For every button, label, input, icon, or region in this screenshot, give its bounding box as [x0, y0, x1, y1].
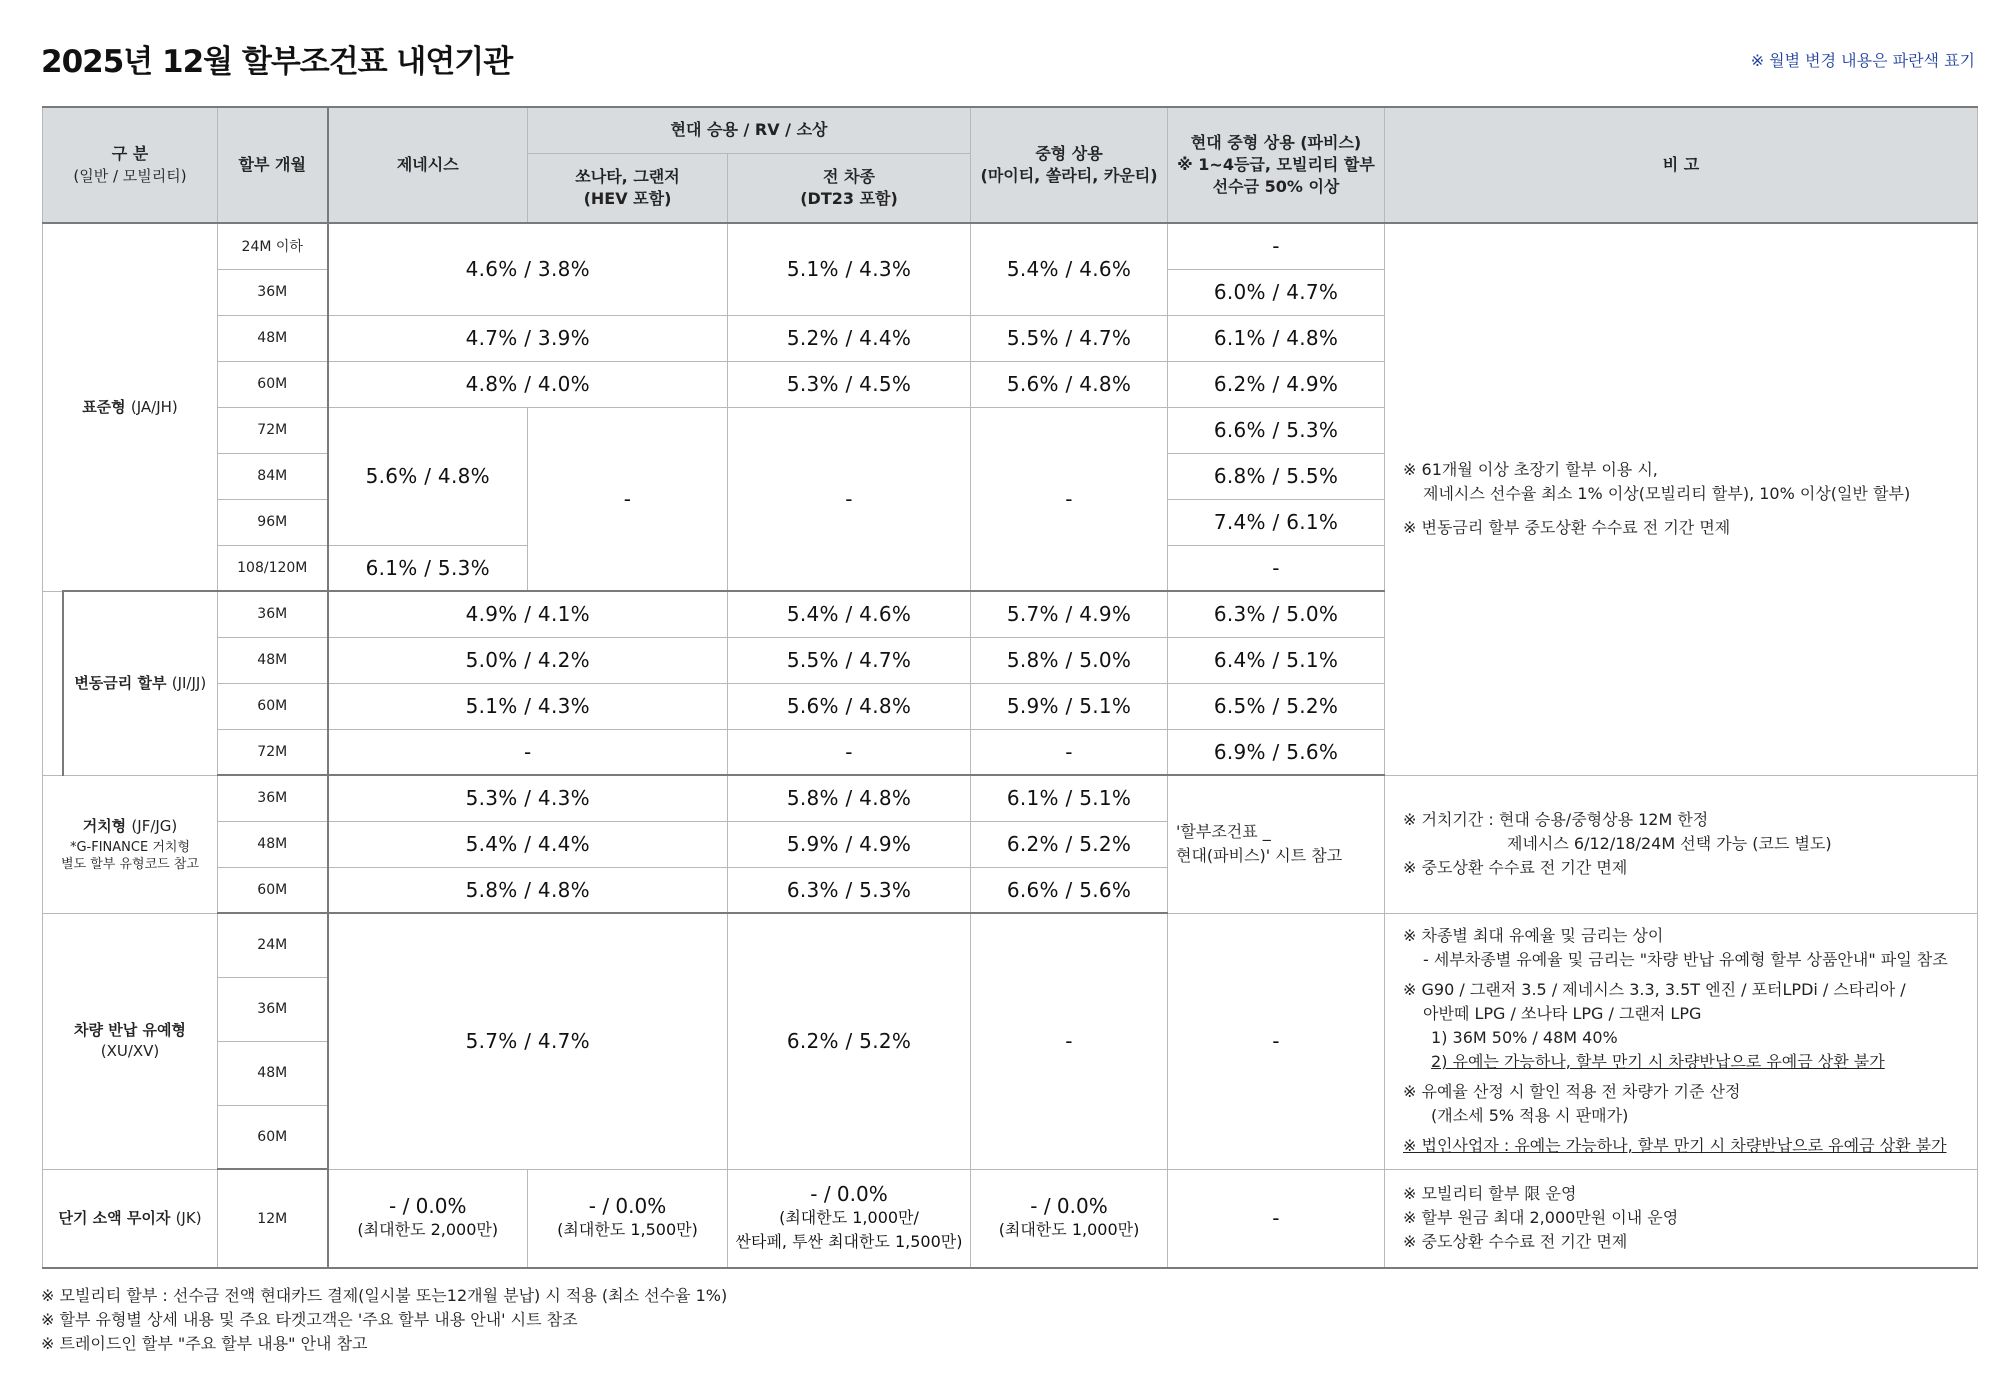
- remarks-deferred: ※ 거치기간 : 현대 승용/중형상용 12M 한정 제네시스 6/12/18/24M 선택 가능 (코드 별도) ※ 중도상환 수수료 전 기간 면제: [1385, 775, 1978, 913]
- month-cell: 96M: [218, 499, 328, 545]
- rate-cell: 5.4% / 4.4%: [328, 821, 728, 867]
- month-cell: 36M: [218, 591, 328, 637]
- rate-cell: 6.6% / 5.3%: [1168, 407, 1385, 453]
- month-cell: 48M: [218, 637, 328, 683]
- rate-cell: -: [728, 729, 971, 775]
- rate-cell: 5.6% / 4.8%: [971, 361, 1168, 407]
- rate-cell: 6.9% / 5.6%: [1168, 729, 1385, 775]
- month-cell: 12M: [218, 1169, 328, 1268]
- month-cell: 36M: [218, 775, 328, 821]
- group-deferred: 거치형 (JF/JG) *G-FINANCE 거치형 별도 할부 유형코드 참고: [43, 775, 218, 913]
- rate-cell: 7.4% / 6.1%: [1168, 499, 1385, 545]
- rate-cell: 5.7% / 4.7%: [328, 913, 728, 1169]
- rate-cell: -: [728, 407, 971, 591]
- month-cell: 72M: [218, 407, 328, 453]
- rate-cell: - / 0.0% (최대한도 1,500만): [528, 1169, 728, 1268]
- rate-cell: 6.0% / 4.7%: [1168, 269, 1385, 315]
- rate-cell: -: [1168, 223, 1385, 269]
- change-color-note: ※ 월별 변경 내용은 파란색 표기: [1750, 51, 1975, 70]
- rate-cell: - / 0.0% (최대한도 1,000만/ 싼타페, 투싼 최대한도 1,500만): [728, 1169, 971, 1268]
- rate-cell: 5.2% / 4.4%: [728, 315, 971, 361]
- month-cell: 48M: [218, 821, 328, 867]
- remarks-short: ※ 모빌리티 할부 限 운영 ※ 할부 원금 최대 2,000만원 이내 운영 ※ 중도상환 수수료 전 기간 면제: [1385, 1169, 1978, 1268]
- rate-cell: 5.3% / 4.5%: [728, 361, 971, 407]
- rate-cell: 6.2% / 4.9%: [1168, 361, 1385, 407]
- remarks-header: 비 고: [1385, 107, 1978, 223]
- rate-cell: 5.5% / 4.7%: [728, 637, 971, 683]
- rate-cell: 5.8% / 4.8%: [728, 775, 971, 821]
- group-standard: 표준형 (JA/JH): [43, 223, 218, 591]
- mid-commercial-header: 중형 상용 (마이티, 쏠라티, 카운티): [971, 107, 1168, 223]
- month-cell: 48M: [218, 1041, 328, 1105]
- footer-notes: [41, 1284, 727, 1356]
- rate-cell: 5.1% / 4.3%: [328, 683, 728, 729]
- rate-cell: -: [328, 729, 728, 775]
- genesis-header: 제네시스: [328, 107, 528, 223]
- rate-cell: 5.6% / 4.8%: [328, 407, 528, 545]
- month-cell: 36M: [218, 269, 328, 315]
- rate-cell: 4.6% / 3.8%: [328, 223, 728, 315]
- page-title: 2025년 12월 할부조건표 내연기관: [41, 44, 513, 80]
- nested-indent: [43, 591, 63, 775]
- remarks-residual: ※ 차종별 최대 유예율 및 금리는 상이 - 세부차종별 유예율 및 금리는 "차량 반납 유예형 할부 상품안내" 파일 참조 ※ G90 / 그랜저 3.5 / 제네시스 3.3, 3.5T 엔진 / 포터LPDi / 스타리아 / 아반떼 LPG / 쏘나타 LPG / 그랜저 LPG 1) 36M 50% / 48M 40% 2) 유예는 가능하나, 할부 만기 시 차량반납으로 유예금 상환 불가 ※ 유예율 산정 시 할인 적용 전 차량가 기준 산정 (개소세 5% 적용 시 판매가) ※ 법인사업자 : 유예는 가능하나, 할부 만기 시 차량반납으로 유예금 상환 불가: [1385, 913, 1978, 1169]
- month-cell: 60M: [218, 867, 328, 913]
- rate-cell: 6.1% / 4.8%: [1168, 315, 1385, 361]
- rate-cell: 4.7% / 3.9%: [328, 315, 728, 361]
- remarks-standard: ※ 61개월 이상 초장기 할부 이용 시, 제네시스 선수율 최소 1% 이상(모빌리티 할부), 10% 이상(일반 할부) ※ 변동금리 할부 중도상환 수수료 전 기간 면제: [1385, 223, 1978, 775]
- footer-note: ※ 모빌리티 할부 : 선수금 전액 현대카드 결제(일시불 또는12개월 분납) 시 적용 (최소 선수율 1%): [41, 1286, 728, 1305]
- rate-cell: -: [1168, 1169, 1385, 1268]
- footer-note: ※ 트레이드인 할부 "주요 할부 내용" 안내 참고: [41, 1334, 368, 1353]
- rate-cell: 5.4% / 4.6%: [728, 591, 971, 637]
- month-cell: 84M: [218, 453, 328, 499]
- group-variable: 변동금리 할부 (JI/JJ): [63, 591, 218, 775]
- rate-cell: 6.2% / 5.2%: [728, 913, 971, 1169]
- rate-cell: 5.4% / 4.6%: [971, 223, 1168, 315]
- rate-cell: - / 0.0% (최대한도 2,000만): [328, 1169, 528, 1268]
- month-cell: 60M: [218, 1105, 328, 1169]
- month-cell: 60M: [218, 361, 328, 407]
- group-header: 구 분 (일반 / 모빌리티): [43, 107, 218, 223]
- rate-cell: 4.9% / 4.1%: [328, 591, 728, 637]
- month-cell: 48M: [218, 315, 328, 361]
- pavis-reference: '할부조건표 _ 현대(파비스)' 시트 참고: [1168, 775, 1385, 913]
- installment-rate-table: [42, 106, 1978, 1269]
- rate-cell: 6.5% / 5.2%: [1168, 683, 1385, 729]
- rate-cell: - / 0.0% (최대한도 1,000만): [971, 1169, 1168, 1268]
- rate-cell: 5.3% / 4.3%: [328, 775, 728, 821]
- rate-cell: 6.3% / 5.3%: [728, 867, 971, 913]
- footer-note: ※ 할부 유형별 상세 내용 및 주요 타겟고객은 '주요 할부 내용 안내' 시트 참조: [41, 1310, 578, 1329]
- rate-cell: -: [971, 913, 1168, 1169]
- hyundai-group-header: 현대 승용 / RV / 소상: [528, 107, 971, 153]
- rate-cell: 5.9% / 5.1%: [971, 683, 1168, 729]
- month-cell: 24M: [218, 913, 328, 977]
- all-models-header: 전 차종 (DT23 포함): [728, 153, 971, 223]
- rate-cell: 6.8% / 5.5%: [1168, 453, 1385, 499]
- rate-cell: -: [528, 407, 728, 591]
- rate-cell: 5.1% / 4.3%: [728, 223, 971, 315]
- rate-cell: 6.6% / 5.6%: [971, 867, 1168, 913]
- group-residual: 차량 반납 유예형 (XU/XV): [43, 913, 218, 1169]
- rate-cell: 5.0% / 4.2%: [328, 637, 728, 683]
- month-cell: 60M: [218, 683, 328, 729]
- rate-cell: 4.8% / 4.0%: [328, 361, 728, 407]
- rate-cell: 5.5% / 4.7%: [971, 315, 1168, 361]
- rate-cell: 6.1% / 5.3%: [328, 545, 528, 591]
- rate-cell: 6.3% / 5.0%: [1168, 591, 1385, 637]
- group-short: 단기 소액 무이자 (JK): [43, 1169, 218, 1268]
- rate-cell: -: [971, 729, 1168, 775]
- rate-cell: 5.6% / 4.8%: [728, 683, 971, 729]
- rate-cell: 5.9% / 4.9%: [728, 821, 971, 867]
- sonata-grandeur-header: 쏘나타, 그랜저 (HEV 포함): [528, 153, 728, 223]
- months-header: 할부 개월: [218, 107, 328, 223]
- rate-cell: 5.7% / 4.9%: [971, 591, 1168, 637]
- rate-cell: 5.8% / 4.8%: [328, 867, 728, 913]
- pavis-header: 현대 중형 상용 (파비스) ※ 1~4등급, 모빌리티 할부 선수금 50% 이상: [1168, 107, 1385, 223]
- month-cell: 36M: [218, 977, 328, 1041]
- rate-cell: -: [1168, 913, 1385, 1169]
- rate-cell: -: [971, 407, 1168, 591]
- rate-cell: 6.4% / 5.1%: [1168, 637, 1385, 683]
- month-cell: 72M: [218, 729, 328, 775]
- rate-cell: 6.2% / 5.2%: [971, 821, 1168, 867]
- month-cell: 108/120M: [218, 545, 328, 591]
- rate-cell: 6.1% / 5.1%: [971, 775, 1168, 821]
- month-cell: 24M 이하: [218, 223, 328, 269]
- rate-cell: -: [1168, 545, 1385, 591]
- rate-cell: 5.8% / 5.0%: [971, 637, 1168, 683]
